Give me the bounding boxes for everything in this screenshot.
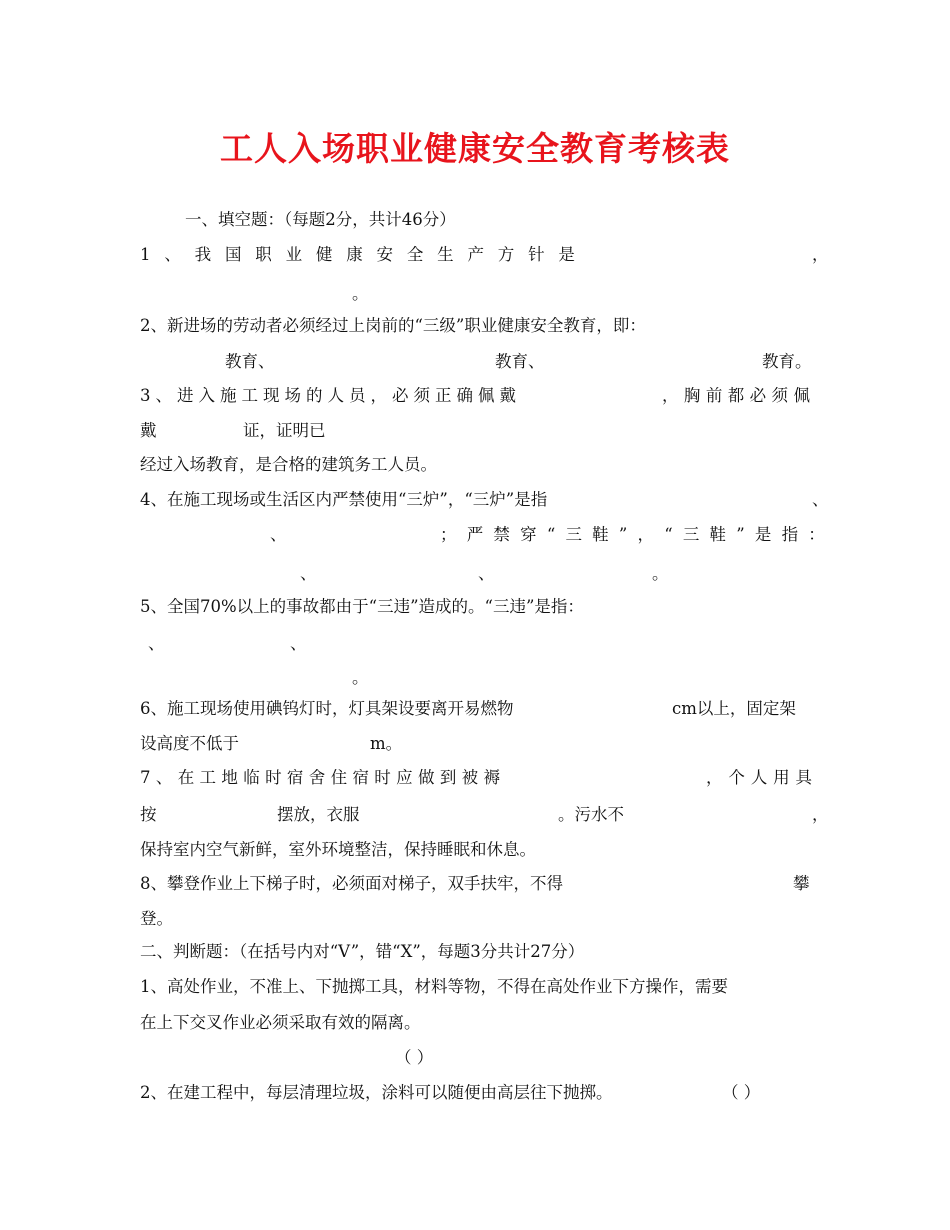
q2-blank3: 教育。 [762, 352, 812, 371]
q3-line3: 经过入场教育，是合格的建筑务工人员。 [140, 455, 437, 474]
q7-char: 人 [750, 768, 768, 787]
q7-char: 临 [243, 768, 260, 787]
q7-line3: 保持室内空气新鲜，室外环境整洁，保持睡眠和休息。 [140, 840, 536, 859]
q7-line2a: 按 [140, 805, 157, 824]
q4-char: 穿 [520, 525, 537, 544]
q3-char: 正 [435, 386, 452, 405]
q3-char: 场 [284, 386, 301, 405]
q6-line2a: 设高度不低于 [140, 734, 239, 753]
q3-line2b: 证，证明已 [243, 421, 326, 440]
judge-q2-text: 2、在建工程中，每层清理垃圾，涂料可以随便由高层往下抛掷。 [140, 1083, 613, 1102]
q1-char: 产 [467, 245, 484, 264]
q1-char: 国 [224, 245, 242, 264]
q5-sep1: 、 [148, 634, 165, 653]
q5-sep2: 、 [290, 634, 307, 653]
q7-char: ， [706, 768, 723, 787]
q7-char: 时 [374, 768, 391, 787]
q4-char: 鞋 [592, 525, 609, 544]
q8-line1b: 攀 [793, 874, 810, 893]
q6-line1a: 6、施工现场使用碘钨灯时，灯具架设要离开易燃物 [140, 699, 514, 718]
q7-char: 、 [155, 768, 173, 787]
q1-char: 生 [437, 245, 454, 264]
q1-char: 健 [315, 245, 333, 264]
q3-char: ， [662, 386, 679, 405]
q6-line1b: cm以上，固定架 [672, 699, 796, 718]
q3-char: 现 [263, 386, 280, 405]
q4-line3b: 、 [478, 564, 495, 583]
q3-line1 [140, 384, 516, 408]
section2-heading: 二、判断题：（在括号内对“V”，错“X”，每题3分共计27分） [140, 942, 585, 961]
q7-char: 地 [221, 768, 238, 787]
q7-char: 工 [199, 768, 217, 787]
judge-q1-line1: 1、高处作业，不准上、下抛掷工具，材料等物，不得在高处作业下方操作，需要 [140, 977, 728, 996]
q3-char: 施 [220, 386, 237, 405]
q7-line2d: ， [812, 805, 829, 824]
q4-char: ； [440, 525, 457, 544]
q5-end: 。 [352, 668, 369, 687]
q1-char: 业 [285, 245, 303, 264]
q7-char: 住 [330, 768, 348, 787]
q4-char: 鞋 [709, 525, 727, 544]
q1-char: 职 [255, 245, 272, 264]
q3-char: ， [370, 386, 387, 405]
q6-line2b: m。 [370, 734, 403, 753]
q7-line1-tail [706, 766, 812, 790]
q1-end: 。 [352, 284, 369, 303]
q1-char: 针 [528, 245, 545, 264]
q4-char: 三 [682, 525, 700, 544]
q4-line1-end: 、 [812, 490, 829, 509]
q4-char: 指 [781, 525, 799, 544]
q3-char: 须 [413, 386, 430, 405]
document-title: 工人入场职业健康安全教育考核表 [220, 129, 730, 168]
q3-char: 工 [241, 386, 258, 405]
q4-char: 严 [466, 525, 484, 544]
q1-char: 1 [140, 245, 151, 264]
q3-char: 胸 [683, 386, 701, 405]
q4-char: 三 [565, 525, 582, 544]
q8-line1a: 8、攀登作业上下梯子时，必须面对梯子，双手扶牢，不得 [140, 874, 563, 893]
q7-char: 褥 [483, 768, 500, 787]
q4-char: ： [808, 525, 825, 544]
q3-char: 都 [727, 386, 745, 405]
q7-char: 用 [773, 768, 790, 787]
q7-char: 宿 [352, 768, 369, 787]
q3-char: 的 [306, 386, 323, 405]
q1-char: 全 [406, 245, 424, 264]
section1-heading: 一、填空题：（每题2分，共计46分） [185, 210, 456, 229]
q7-line1 [140, 766, 500, 790]
q7-char: 到 [439, 768, 457, 787]
judge-q1-line2: 在上下交叉作业必须采取有效的隔离。 [140, 1013, 421, 1032]
q4-char: ” [736, 525, 745, 544]
judge-q1-paren: （ ） [395, 1048, 434, 1067]
q4-char: 禁 [493, 525, 510, 544]
q4-char: “ [664, 525, 673, 544]
q1-char: 是 [558, 245, 575, 264]
q7-char: 具 [795, 768, 812, 787]
q7-char: 应 [396, 768, 413, 787]
q4-line2a: 、 [270, 525, 287, 544]
q7-char: 时 [265, 768, 282, 787]
q5-line1: 5、全国70%以上的事故都由于“三违”造成的。“三违”是指： [140, 597, 584, 616]
q3-char: 戴 [499, 386, 516, 405]
q4-line2 [440, 523, 825, 547]
q3-char: 必 [392, 386, 409, 405]
q4-char: “ [546, 525, 556, 544]
q3-char: 、 [155, 386, 172, 405]
q1-char: 、 [164, 245, 181, 264]
q2-line1: 2、新进场的劳动者必须经过上岗前的“三级”职业健康安全教育，即： [140, 316, 646, 335]
q7-char: 做 [417, 768, 435, 787]
q3-char: 前 [705, 386, 723, 405]
q4-char: ” [618, 525, 628, 544]
q7-char: 在 [177, 768, 195, 787]
q3-char: 3 [140, 386, 151, 405]
q4-char: 是 [754, 525, 772, 544]
q3-char: 须 [771, 386, 789, 405]
q2-blank2: 教育、 [495, 352, 545, 371]
q4-char: ， [637, 525, 654, 544]
q7-line2c: 。污水不 [558, 805, 624, 824]
q3-char: 员 [349, 386, 366, 405]
q3-char: 必 [749, 386, 767, 405]
q1-comma: ， [812, 245, 829, 264]
q7-char: 7 [140, 768, 151, 787]
q7-char: 被 [461, 768, 479, 787]
q3-char: 人 [327, 386, 344, 405]
q7-line2b: 摆放，衣服 [277, 805, 360, 824]
q2-blank1: 教育、 [225, 352, 275, 371]
q3-line2a: 戴 [140, 421, 157, 440]
q3-char: 佩 [478, 386, 495, 405]
q8-line2: 登。 [140, 909, 173, 928]
q4-line3c: 。 [652, 564, 669, 583]
q3-line1-tail [662, 384, 810, 408]
q7-char: 个 [728, 768, 745, 787]
q1-char: 方 [497, 245, 515, 264]
q3-char: 确 [456, 386, 473, 405]
q1-line1 [140, 243, 575, 267]
judge-q2-paren: （ ） [722, 1083, 761, 1102]
q3-char: 入 [198, 386, 215, 405]
q3-char: 佩 [793, 386, 810, 405]
q7-char: 舍 [308, 768, 326, 787]
q7-char: 宿 [286, 768, 304, 787]
q3-char: 进 [177, 386, 194, 405]
q4-line1: 4、在施工现场或生活区内严禁使用“三炉”，“三炉”是指 [140, 490, 548, 509]
q1-char: 康 [346, 245, 363, 264]
q1-char: 安 [376, 245, 393, 264]
q4-line3a: 、 [300, 564, 317, 583]
q1-char: 我 [194, 245, 212, 264]
